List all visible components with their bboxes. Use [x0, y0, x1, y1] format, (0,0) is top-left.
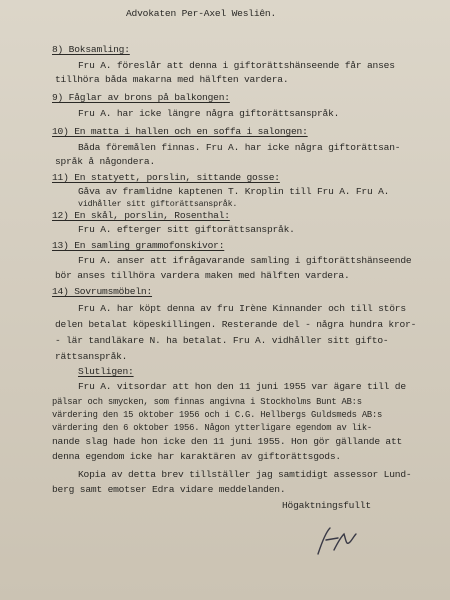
item-10-line-2: språk å någondera. — [55, 156, 156, 167]
closing-line-2: pälsar och smycken, som finnas angivna i Stockholms Bunt AB:s — [52, 397, 362, 407]
item-10-line-1: Båda föremålen finnas. Fru A. har icke några giftorättsan- — [78, 142, 401, 153]
sign-off: Högaktningsfullt — [282, 500, 371, 511]
item-14-line-3: - lär tandläkare N. ha betalat. Fru A. vidhåller sitt gifto- — [55, 335, 389, 346]
closing-line-5: nande slag hade hon icke den 11 juni 1955. Hon gör gällande att — [52, 436, 403, 447]
item-10-heading: 10) En matta i hallen och en soffa i salongen: — [52, 126, 308, 137]
closing-line-7: Kopia av detta brev tillställer jag samtidigt assessor Lund- — [78, 469, 412, 480]
item-9-heading: 9) Fåglar av brons på balkongen: — [52, 92, 230, 103]
closing-heading: Slutligen: — [78, 366, 134, 377]
closing-line-1: Fru A. vitsordar att hon den 11 juni 1955 var ägare till de — [78, 381, 406, 392]
closing-line-3: värdering den 15 oktober 1956 och i C.G. Hellbergs Guldsmeds AB:s — [52, 410, 383, 420]
item-13-line-2: bör anses tillhöra vardera maken med hälften vardera. — [55, 270, 350, 281]
item-11-heading: 11) En statyett, porslin, sittande gosse: — [52, 172, 280, 183]
item-8-heading: 8) Boksamling: — [52, 44, 130, 55]
item-12-line-1: Fru A. efterger sitt giftorättsanspråk. — [78, 224, 295, 235]
item-9-line-1: Fru A. har icke längre några giftorättsanspråk. — [78, 108, 340, 119]
item-8-line-2: tillhöra båda makarna med hälften vardera. — [55, 74, 289, 85]
item-13-heading: 13) En samling grammofonskivor: — [52, 240, 225, 251]
closing-line-4: värdering den 6 oktober 1956. Någon ytterligare egendom av lik- — [52, 423, 372, 433]
closing-line-6: denna egendom icke har karaktären av giftorättsgods. — [52, 451, 341, 462]
item-14-line-2: delen betalat köpeskillingen. Resterande del - några hundra kror- — [55, 319, 417, 330]
item-8-line-1: Fru A. föreslår att denna i giftorättshänseende får anses — [78, 60, 395, 71]
item-13-line-1: Fru A. anser att ifrågavarande samling i giftorättshänseende — [78, 255, 412, 266]
signature-mark — [312, 520, 358, 560]
item-12-heading: 12) En skål, porslin, Rosenthal: — [52, 210, 230, 221]
item-11-line-1: Gåva av framlidne kaptenen T. Kroplin till Fru A. Fru A. — [78, 186, 390, 197]
item-14-line-1: Fru A. har köpt denna av fru Irène Kinnander och till störs — [78, 303, 406, 314]
closing-line-8: berg samt emotser Edra vidare meddelanden. — [52, 484, 286, 495]
item-11-line-2: vidhåller sitt giftorättsanspråk. — [78, 199, 238, 209]
item-14-line-4: rättsanspråk. — [55, 351, 128, 362]
item-14-heading: 14) Sovrumsmöbeln: — [52, 286, 153, 297]
letter-header: Advokaten Per-Axel Wesliên. — [126, 8, 277, 19]
